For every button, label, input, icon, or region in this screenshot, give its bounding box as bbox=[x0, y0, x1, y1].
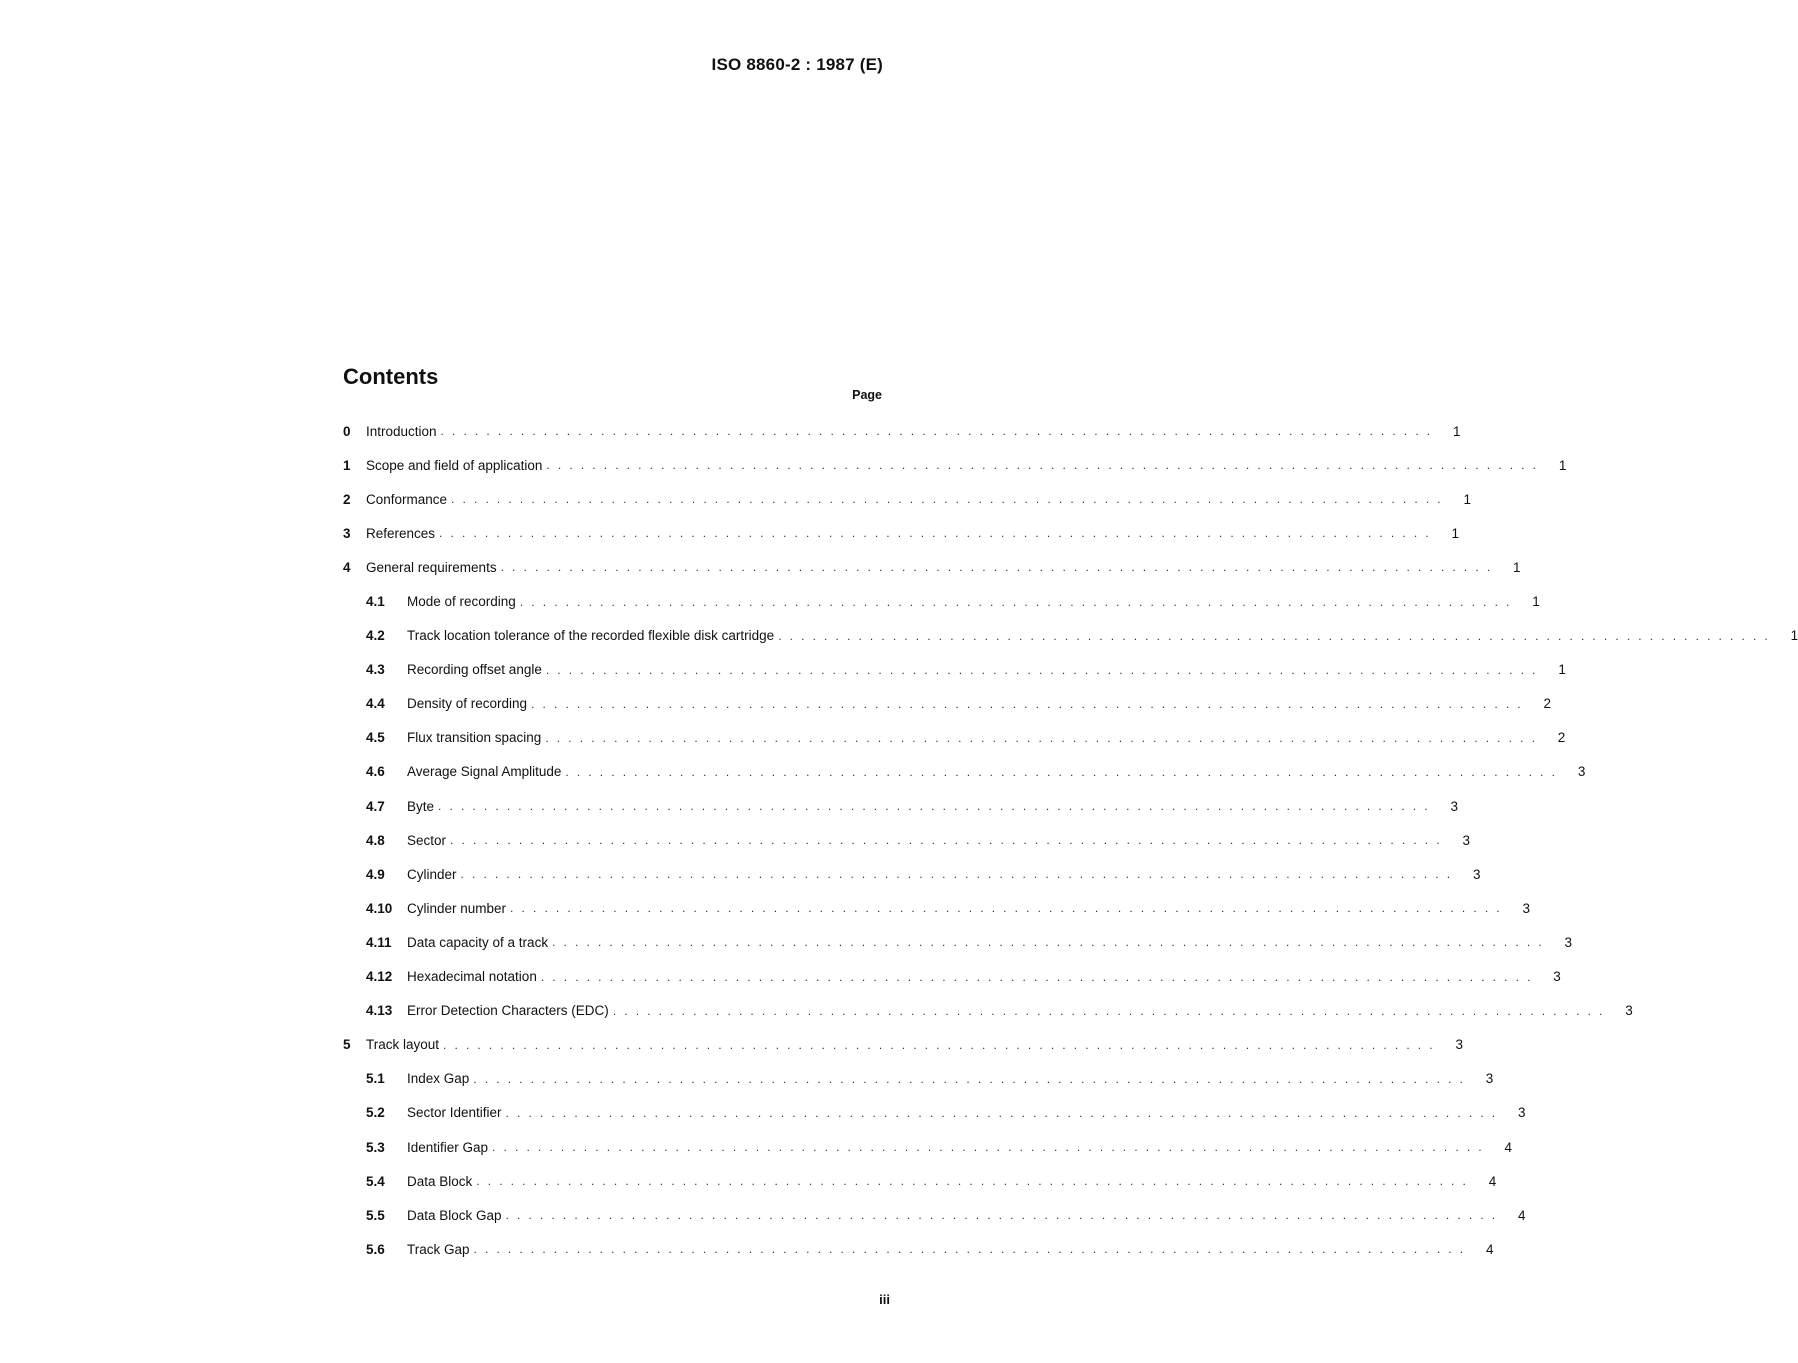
toc-entry-page: 2 bbox=[1557, 730, 1566, 746]
toc-subentry[interactable] bbox=[343, 823, 1471, 857]
dot-leader: . . . . . . . . . . . . . . . . . . . . . . . . . . . . . . . . . . . . . . . . . . . . . . . . . . . . . . . . . . . . . . . . . . . . . . . . . . . . . . . . . . . . . . . bbox=[565, 764, 1558, 779]
page-column-heading: Page bbox=[852, 388, 882, 402]
toc-entry-number: 4.10 bbox=[366, 900, 393, 916]
toc-subentry[interactable] bbox=[343, 994, 1633, 1028]
toc-entry-title: Cylinder number bbox=[407, 900, 507, 916]
toc-entry-number: 4.9 bbox=[366, 866, 385, 882]
toc-entry-number: 5.5 bbox=[366, 1207, 385, 1223]
toc-subentry[interactable] bbox=[343, 1164, 1497, 1198]
toc-subentry[interactable] bbox=[343, 1130, 1513, 1164]
toc-entry[interactable] bbox=[343, 482, 1472, 516]
toc-subentry[interactable] bbox=[343, 755, 1586, 789]
toc-entry[interactable] bbox=[343, 448, 1567, 482]
toc-entry-number: 4.2 bbox=[366, 628, 385, 644]
toc-entry-title: Data capacity of a track bbox=[407, 934, 549, 950]
toc-entry-title: Conformance bbox=[366, 491, 448, 507]
toc-entry-page: 3 bbox=[1455, 1037, 1464, 1053]
toc-entry-number: 5.4 bbox=[366, 1173, 385, 1189]
toc-entry-page: 4 bbox=[1488, 1173, 1497, 1189]
page-number: iii bbox=[879, 1292, 890, 1307]
toc-entry-page: 3 bbox=[1450, 798, 1458, 814]
toc-entry-title: Recording offset angle bbox=[407, 662, 542, 678]
toc-entry-title: Average Signal Amplitude bbox=[407, 764, 562, 780]
toc-entry-number: 4.12 bbox=[366, 969, 393, 985]
toc-subentry[interactable] bbox=[343, 1062, 1494, 1096]
toc-subentry[interactable] bbox=[343, 1198, 1526, 1232]
toc-entry-page: 3 bbox=[1473, 866, 1481, 882]
toc-entry-number: 4.6 bbox=[366, 764, 385, 780]
toc-entry[interactable] bbox=[343, 414, 1461, 448]
dot-leader: . . . . . . . . . . . . . . . . . . . . . . . . . . . . . . . . . . . . . . . . . . . . . . . . . . . . . . . . . . . . . . . . . . . . . . . . . . . . . . . . . . . . . . . bbox=[505, 1208, 1498, 1223]
toc-subentry[interactable] bbox=[343, 653, 1566, 687]
toc-entry-page: 3 bbox=[1564, 934, 1573, 950]
toc-entry-page: 1 bbox=[1463, 491, 1472, 507]
dot-leader: . . . . . . . . . . . . . . . . . . . . . . . . . . . . . . . . . . . . . . . . . . . . . . . . . . . . . . . . . . . . . . . . . . . . . . . . . . . . . . . . . . . . . . . bbox=[451, 492, 1444, 507]
dot-leader: . . . . . . . . . . . . . . . . . . . . . . . . . . . . . . . . . . . . . . . . . . . . . . . . . . . . . . . . . . . . . . . . . . . . . . . . . . . . . . . . . . . . . . . bbox=[460, 867, 1453, 882]
toc-entry-page: 1 bbox=[1451, 525, 1460, 541]
dot-leader: . . . . . . . . . . . . . . . . . . . . . . . . . . . . . . . . . . . . . . . . . . . . . . . . . . . . . . . . . . . . . . . . . . . . . . . . . . . . . . . . . . . . . . . bbox=[505, 1105, 1498, 1120]
toc-entry-title: General requirements bbox=[366, 559, 497, 575]
toc-entry-page: 3 bbox=[1462, 832, 1471, 848]
dot-leader: . . . . . . . . . . . . . . . . . . . . . . . . . . . . . . . . . . . . . . . . . . . . . . . . . . . . . . . . . . . . . . . . . . . . . . . . . . . . . . . . . . . . . . . bbox=[438, 799, 1430, 814]
toc-entry-page: 2 bbox=[1543, 696, 1552, 712]
dot-leader: . . . . . . . . . . . . . . . . . . . . . . . . . . . . . . . . . . . . . . . . . . . . . . . . . . . . . . . . . . . . . . . . . . . . . . . . . . . . . . . . . . . . . . . bbox=[612, 1003, 1605, 1018]
toc-entry-title: Data Block Gap bbox=[407, 1207, 502, 1223]
toc-entry-title: Sector bbox=[407, 832, 447, 848]
toc-entry-title: Density of recording bbox=[407, 696, 528, 712]
toc-entry-title: References bbox=[366, 525, 436, 541]
toc-entry-number: 4 bbox=[343, 559, 351, 575]
toc-entry-number: 2 bbox=[343, 491, 351, 507]
toc-subentry[interactable] bbox=[343, 960, 1561, 994]
toc-subentry[interactable] bbox=[343, 857, 1481, 891]
toc-entry-title: Error Detection Characters (EDC) bbox=[407, 1003, 609, 1019]
toc-entry-page: 3 bbox=[1485, 1071, 1494, 1087]
dot-leader: . . . . . . . . . . . . . . . . . . . . . . . . . . . . . . . . . . . . . . . . . . . . . . . . . . . . . . . . . . . . . . . . . . . . . . . . . . . . . . . . . . . . . . . bbox=[540, 969, 1533, 984]
dot-leader: . . . . . . . . . . . . . . . . . . . . . . . . . . . . . . . . . . . . . . . . . . . . . . . . . . . . . . . . . . . . . . . . . . . . . . . . . . . . . . . . . . . . . . . bbox=[500, 560, 1493, 575]
dot-leader: . . . . . . . . . . . . . . . . . . . . . . . . . . . . . . . . . . . . . . . . . . . . . . . . . . . . . . . . . . . . . . . . . . . . . . . . . . . . . . . . . . . . . . . bbox=[439, 526, 1432, 541]
toc-entry-page: 4 bbox=[1504, 1139, 1513, 1155]
contents-heading: Contents bbox=[343, 364, 439, 389]
toc-entry[interactable] bbox=[343, 516, 1460, 550]
toc-entry-page: 3 bbox=[1625, 1003, 1633, 1019]
dot-leader: . . . . . . . . . . . . . . . . . . . . . . . . . . . . . . . . . . . . . . . . . . . . . . . . . . . . . . . . . . . . . . . . . . . . . . . . . . . . . . . . . . . . . . . bbox=[450, 833, 1443, 848]
toc-entry-title: Identifier Gap bbox=[407, 1139, 489, 1155]
toc-subentry[interactable] bbox=[343, 1096, 1526, 1130]
toc-subentry[interactable] bbox=[343, 1232, 1494, 1266]
toc-entry-title: Cylinder bbox=[407, 866, 457, 882]
dot-leader: . . . . . . . . . . . . . . . . . . . . . . . . . . . . . . . . . . . . . . . . . . . . . . . . . . . . . . . . . . . . . . . . . . . . . . . . . . . . . . . . . . . . . . . bbox=[545, 730, 1538, 745]
toc-entry-number: 4.5 bbox=[366, 730, 385, 746]
toc-entry-number: 3 bbox=[343, 525, 351, 541]
toc-entry-number: 4.1 bbox=[366, 594, 385, 610]
toc-entry-title: Hexadecimal notation bbox=[407, 969, 537, 985]
toc-entry-page: 1 bbox=[1558, 457, 1567, 473]
toc-entry-number: 5.1 bbox=[366, 1071, 385, 1087]
toc-entry-title: Scope and field of application bbox=[366, 457, 543, 473]
dot-leader: . . . . . . . . . . . . . . . . . . . . . . . . . . . . . . . . . . . . . . . . . . . . . . . . . . . . . . . . . . . . . . . . . . . . . . . . . . . . . . . . . . . . . . . bbox=[545, 662, 1538, 677]
toc-subentry[interactable] bbox=[343, 584, 1540, 618]
toc-entry-page: 1 bbox=[1513, 559, 1521, 575]
toc-entry-number: 4.3 bbox=[366, 662, 385, 678]
toc-entry-page: 3 bbox=[1577, 764, 1586, 780]
toc-entry-number: 4.4 bbox=[366, 696, 385, 712]
toc-entry-page: 1 bbox=[1558, 662, 1566, 678]
toc-entry-title: Data Block bbox=[407, 1173, 473, 1189]
dot-leader: . . . . . . . . . . . . . . . . . . . . . . . . . . . . . . . . . . . . . . . . . . . . . . . . . . . . . . . . . . . . . . . . . . . . . . . . . . . . . . . . . . . . . . . bbox=[440, 424, 1433, 439]
dot-leader: . . . . . . . . . . . . . . . . . . . . . . . . . . . . . . . . . . . . . . . . . . . . . . . . . . . . . . . . . . . . . . . . . . . . . . . . . . . . . . . . . . . . . . . bbox=[473, 1071, 1466, 1086]
toc-subentry[interactable] bbox=[343, 925, 1573, 959]
dot-leader: . . . . . . . . . . . . . . . . . . . . . . . . . . . . . . . . . . . . . . . . . . . . . . . . . . . . . . . . . . . . . . . . . . . . . . . . . . . . . . . . . . . . . . . bbox=[552, 935, 1545, 950]
toc-entry-title: Track Gap bbox=[407, 1241, 470, 1257]
toc-entry-title: Track layout bbox=[366, 1037, 440, 1053]
dot-leader: . . . . . . . . . . . . . . . . . . . . . . . . . . . . . . . . . . . . . . . . . . . . . . . . . . . . . . . . . . . . . . . . . . . . . . . . . . . . . . . . . . . . . . . bbox=[778, 628, 1771, 643]
document-identifier: ISO 8860-2 : 1987 (E) bbox=[711, 55, 883, 74]
dot-leader: . . . . . . . . . . . . . . . . . . . . . . . . . . . . . . . . . . . . . . . . . . . . . . . . . . . . . . . . . . . . . . . . . . . . . . . . . . . . . . . . . . . . . . . bbox=[519, 594, 1512, 609]
toc-entry-number: 5.6 bbox=[366, 1241, 385, 1257]
toc-entry-page: 3 bbox=[1553, 969, 1561, 985]
toc-entry-number: 4.7 bbox=[366, 798, 385, 814]
dot-leader: . . . . . . . . . . . . . . . . . . . . . . . . . . . . . . . . . . . . . . . . . . . . . . . . . . . . . . . . . . . . . . . . . . . . . . . . . . . . . . . . . . . . . . . bbox=[476, 1174, 1469, 1189]
dot-leader: . . . . . . . . . . . . . . . . . . . . . . . . . . . . . . . . . . . . . . . . . . . . . . . . . . . . . . . . . . . . . . . . . . . . . . . . . . . . . . . . . . . . . . . bbox=[443, 1037, 1436, 1052]
toc-entry[interactable] bbox=[343, 1028, 1464, 1062]
toc-entry-number: 1 bbox=[343, 457, 351, 473]
toc-entry-page: 1 bbox=[1453, 423, 1461, 439]
toc-entry-page: 4 bbox=[1518, 1207, 1526, 1223]
toc-entry-number: 5.3 bbox=[366, 1139, 385, 1155]
toc-entry-title: Track location tolerance of the recorded flexible disk cartridge bbox=[407, 628, 775, 644]
toc-entry-title: Introduction bbox=[366, 423, 437, 439]
toc-entry-title: Byte bbox=[407, 798, 435, 814]
dot-leader: . . . . . . . . . . . . . . . . . . . . . . . . . . . . . . . . . . . . . . . . . . . . . . . . . . . . . . . . . . . . . . . . . . . . . . . . . . . . . . . . . . . . . . . bbox=[473, 1242, 1466, 1257]
toc-entry-page: 3 bbox=[1518, 1105, 1526, 1121]
toc-subentry[interactable] bbox=[343, 891, 1531, 925]
toc-entry-page: 1 bbox=[1790, 628, 1798, 644]
toc-entry-number: 4.13 bbox=[366, 1003, 393, 1019]
toc-entry-title: Index Gap bbox=[407, 1071, 470, 1087]
toc-entry-number: 5 bbox=[343, 1037, 351, 1053]
toc-entry-number: 5.2 bbox=[366, 1105, 385, 1121]
table-of-contents bbox=[343, 414, 1798, 1266]
toc-subentry[interactable] bbox=[343, 721, 1566, 755]
toc-entry-number: 4.11 bbox=[366, 934, 392, 950]
dot-leader: . . . . . . . . . . . . . . . . . . . . . . . . . . . . . . . . . . . . . . . . . . . . . . . . . . . . . . . . . . . . . . . . . . . . . . . . . . . . . . . . . . . . . . . bbox=[546, 458, 1539, 473]
toc-entry-page: 3 bbox=[1522, 900, 1531, 916]
dot-leader: . . . . . . . . . . . . . . . . . . . . . . . . . . . . . . . . . . . . . . . . . . . . . . . . . . . . . . . . . . . . . . . . . . . . . . . . . . . . . . . . . . . . . . . bbox=[492, 1140, 1485, 1155]
toc-entry-title: Sector Identifier bbox=[407, 1105, 502, 1121]
toc-entry[interactable] bbox=[343, 550, 1521, 584]
dot-leader: . . . . . . . . . . . . . . . . . . . . . . . . . . . . . . . . . . . . . . . . . . . . . . . . . . . . . . . . . . . . . . . . . . . . . . . . . . . . . . . . . . . . . . . bbox=[531, 696, 1524, 711]
toc-entry-number: 0 bbox=[343, 423, 351, 439]
toc-entry-title: Flux transition spacing bbox=[407, 730, 542, 746]
toc-subentry[interactable] bbox=[343, 619, 1798, 653]
dot-leader: . . . . . . . . . . . . . . . . . . . . . . . . . . . . . . . . . . . . . . . . . . . . . . . . . . . . . . . . . . . . . . . . . . . . . . . . . . . . . . . . . . . . . . . bbox=[510, 901, 1503, 916]
toc-subentry[interactable] bbox=[343, 789, 1458, 823]
toc-entry-page: 4 bbox=[1486, 1241, 1494, 1257]
toc-subentry[interactable] bbox=[343, 687, 1552, 721]
toc-entry-page: 1 bbox=[1532, 594, 1540, 610]
toc-entry-title: Mode of recording bbox=[407, 594, 516, 610]
toc-entry-number: 4.8 bbox=[366, 832, 385, 848]
